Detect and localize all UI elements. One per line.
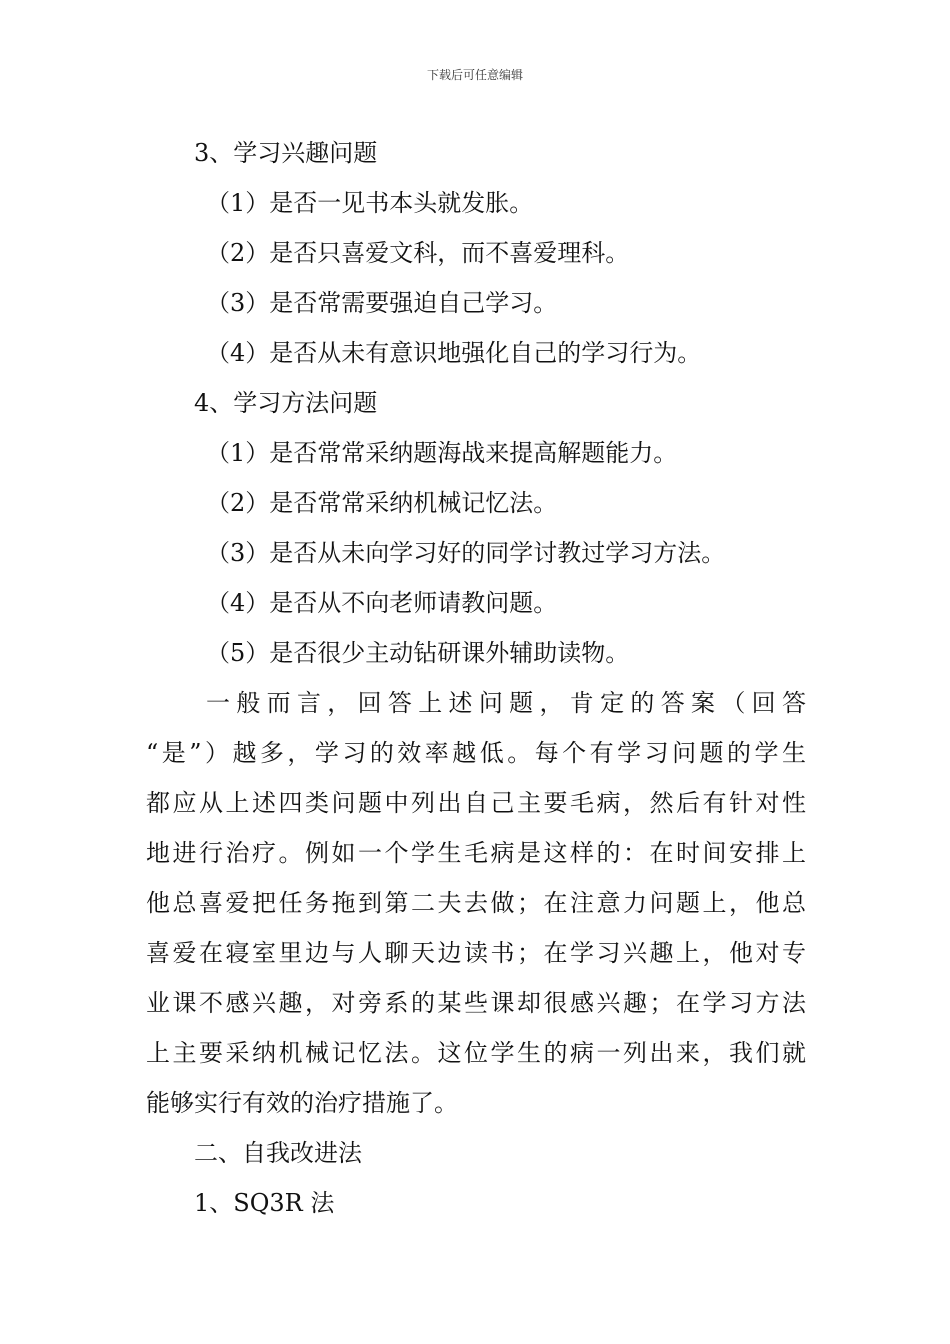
section-4-item-1: （1）是否常常采纳题海战来提高解题能力。 — [206, 439, 678, 467]
paragraph-line: 上主要采纳机械记忆法。这位学生的病一列出来，我们就 — [146, 1039, 806, 1067]
section-4-item-4: （4）是否从不向老师请教问题。 — [206, 589, 558, 617]
section-4-item-5: （5）是否很少主动钻研课外辅助读物。 — [206, 639, 630, 667]
section-3-item-2: （2）是否只喜爱文科，而不喜爱理科。 — [206, 239, 630, 267]
section-4-item-2: （2）是否常常采纳机械记忆法。 — [206, 489, 558, 517]
paragraph-line: 业课不感兴趣，对旁系的某些课却很感兴趣；在学习方法 — [146, 989, 806, 1017]
section-3-item-3: （3）是否常需要强迫自己学习。 — [206, 289, 558, 317]
paragraph-line: “是”）越多，学习的效率越低。每个有学习问题的学生 — [146, 739, 806, 767]
section-3-item-4: （4）是否从未有意识地强化自己的学习行为。 — [206, 339, 702, 367]
section-4-title: 4、学习方法问题 — [194, 389, 378, 417]
document-body — [146, 128, 806, 1228]
section-3-title: 3、学习兴趣问题 — [194, 139, 378, 167]
paragraph-line: 一般而言，回答上述问题，肯定的答案（回答 — [206, 689, 806, 717]
section-two-title: 二、自我改进法 — [194, 1139, 362, 1167]
paragraph-line: 他总喜爱把任务拖到第二夫去做；在注意力问题上，他总 — [146, 889, 806, 917]
paragraph-line: 喜爱在寝室里边与人聊天边读书；在学习兴趣上，他对专 — [146, 939, 806, 967]
page-header: 下载后可任意编辑 — [426, 68, 523, 82]
section-4-item-3: （3）是否从未向学习好的同学讨教过学习方法。 — [206, 539, 726, 567]
section-two-subtitle: 1、SQ3R 法 — [194, 1189, 335, 1217]
summary-paragraph — [146, 678, 806, 1128]
paragraph-line: 能够实行有效的治疗措施了。 — [146, 1089, 458, 1117]
paragraph-line: 地进行治疗。例如一个学生毛病是这样的：在时间安排上 — [146, 839, 806, 867]
section-3-item-1: （1）是否一见书本头就发胀。 — [206, 189, 534, 217]
paragraph-line: 都应从上述四类问题中列出自己主要毛病，然后有针对性 — [146, 789, 806, 817]
